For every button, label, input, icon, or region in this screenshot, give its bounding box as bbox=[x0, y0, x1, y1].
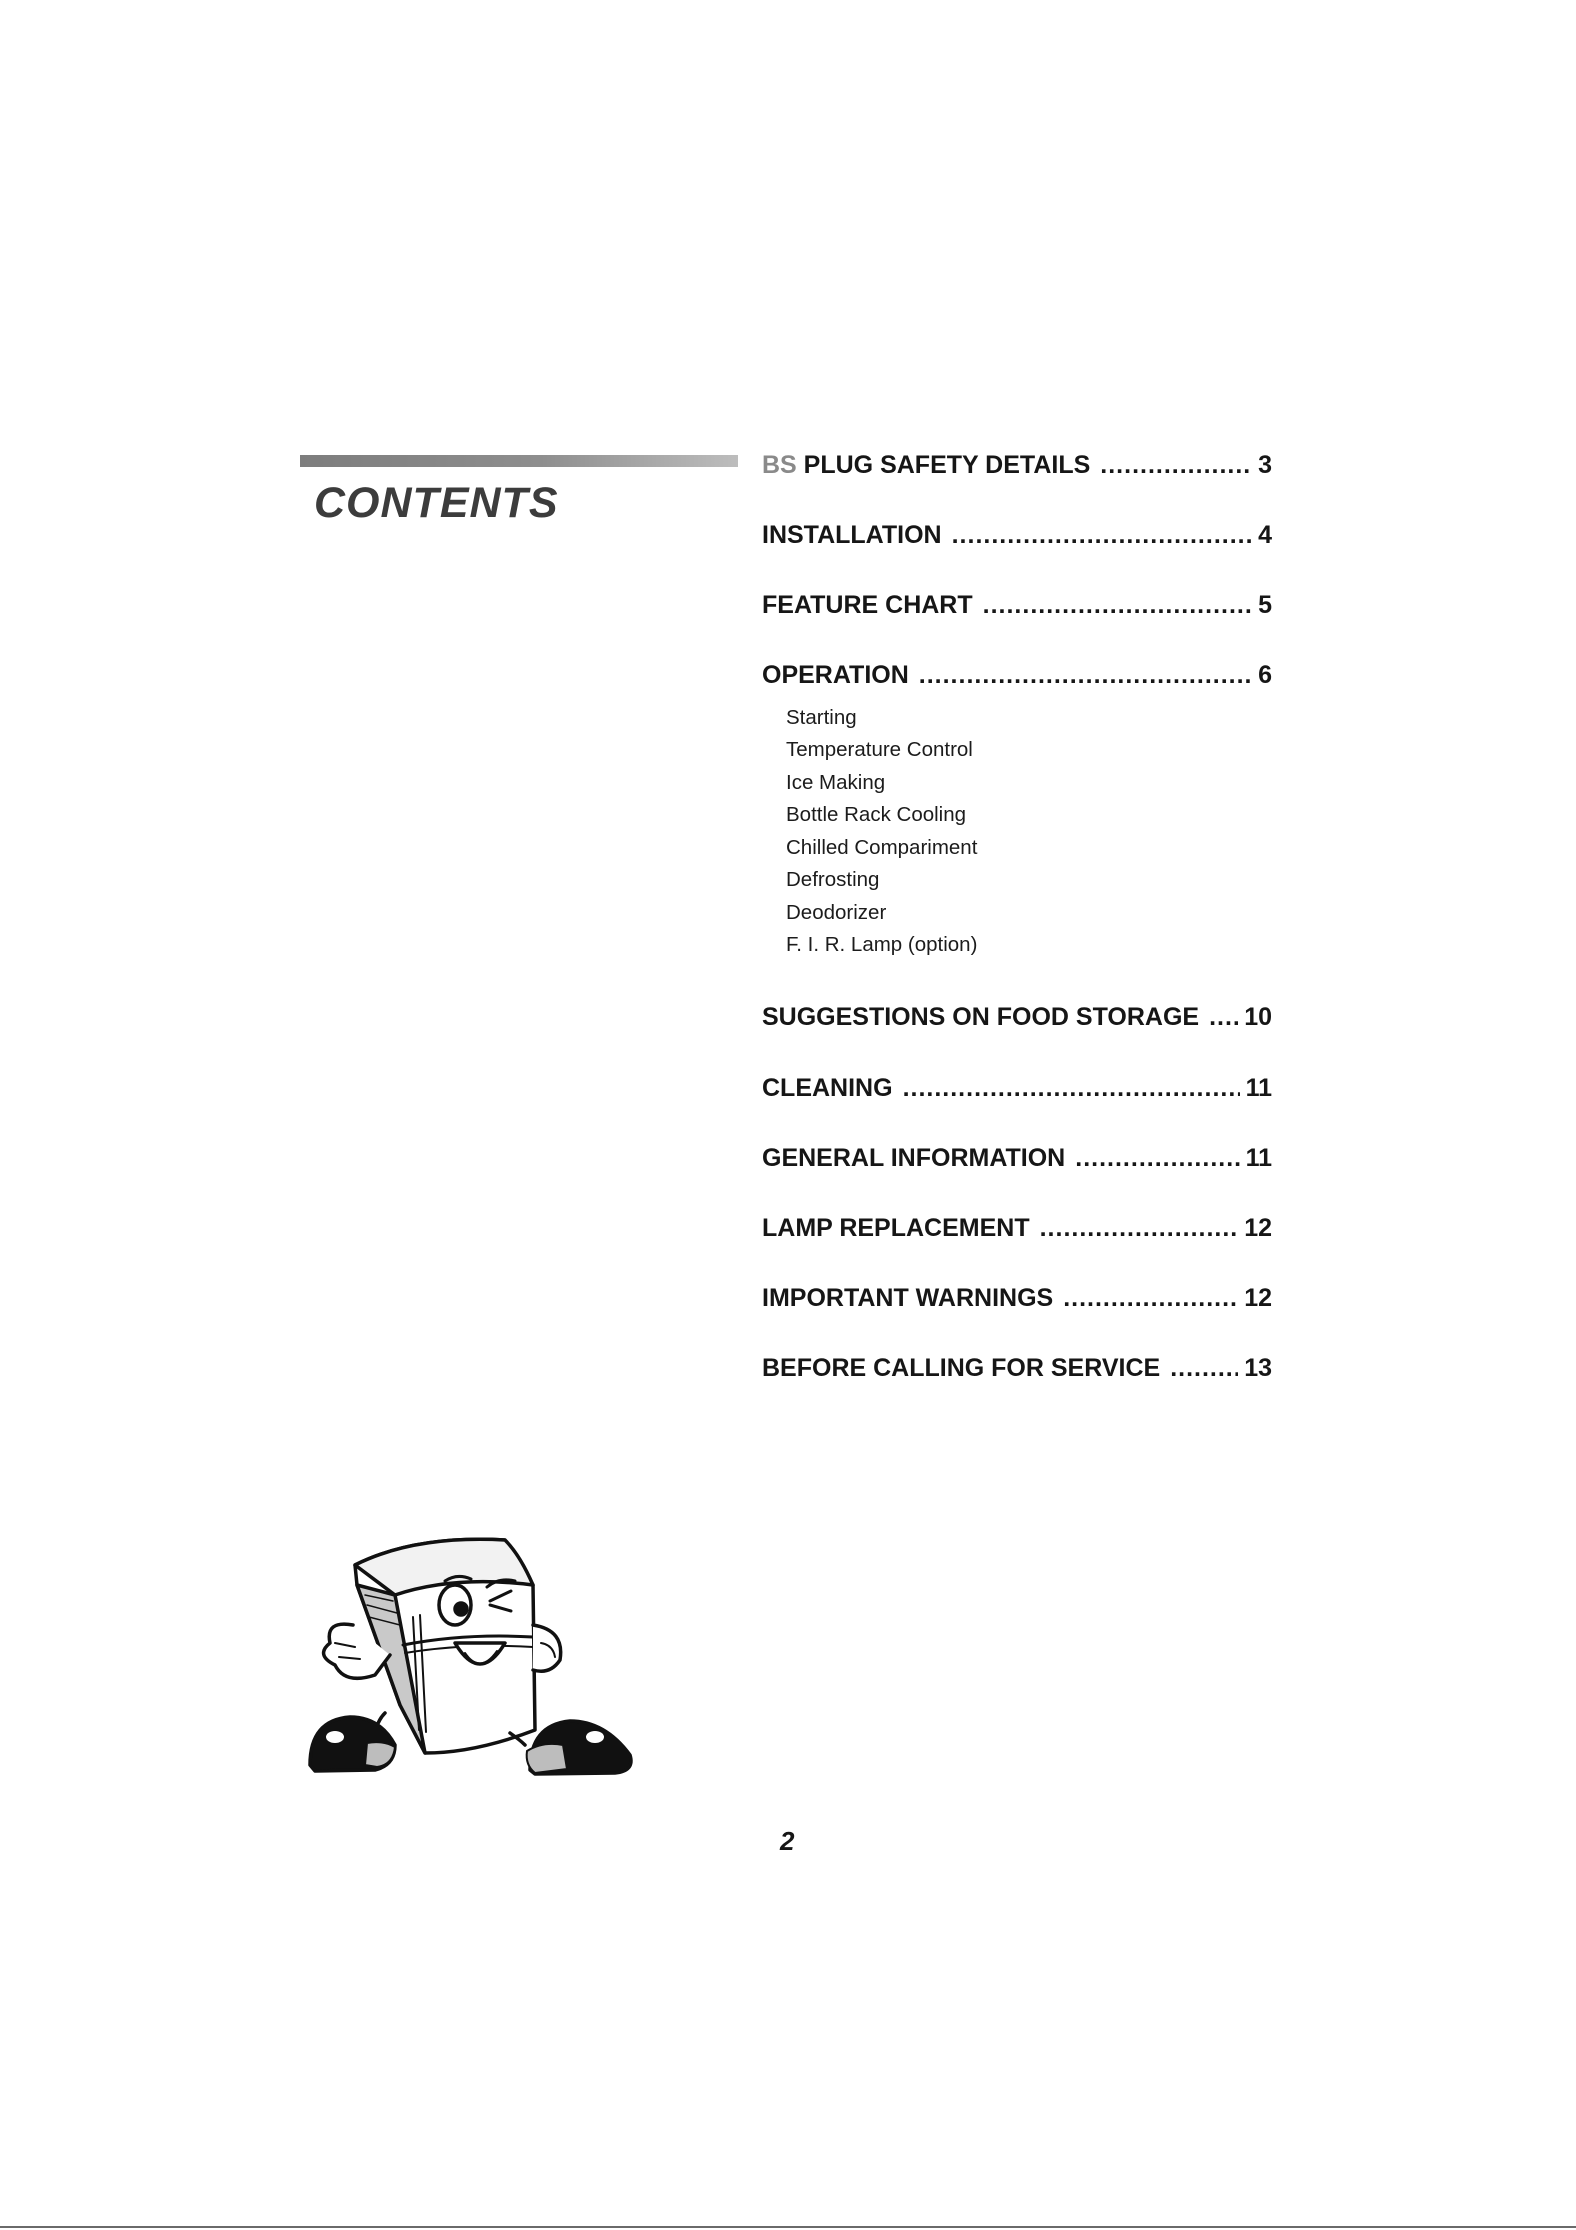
toc-subitem-starting[interactable]: Starting bbox=[786, 706, 857, 729]
toc-page-number: 3 bbox=[1258, 451, 1272, 479]
toc-label: LAMP REPLACEMENT bbox=[762, 1214, 1030, 1242]
toc-label: OPERATION bbox=[762, 661, 909, 689]
toc-entry-installation[interactable] bbox=[762, 523, 1272, 548]
toc-label: GENERAL INFORMATION bbox=[762, 1144, 1066, 1172]
toc-page-number: 6 bbox=[1258, 661, 1272, 689]
toc-subitem-bottle-rack-cooling[interactable]: Bottle Rack Cooling bbox=[786, 803, 967, 826]
toc-leader-dots bbox=[983, 593, 1252, 618]
toc-label: BEFORE CALLING FOR SERVICE bbox=[762, 1354, 1161, 1382]
toc-entry-food-storage[interactable] bbox=[762, 1005, 1272, 1030]
toc-page-number: 4 bbox=[1258, 521, 1272, 549]
toc-page-number: 10 bbox=[1244, 1003, 1272, 1031]
toc-page-number: 12 bbox=[1244, 1214, 1272, 1242]
toc-page-number: 5 bbox=[1258, 591, 1272, 619]
toc-leader-dots bbox=[919, 663, 1252, 688]
toc-entry-important-warnings[interactable] bbox=[762, 1286, 1272, 1311]
page-title: CONTENTS bbox=[314, 479, 559, 527]
toc-label: SUGGESTIONS ON FOOD STORAGE bbox=[762, 1003, 1200, 1031]
toc-subitem-temperature-control[interactable]: Temperature Control bbox=[786, 738, 973, 761]
toc-leader-dots bbox=[903, 1076, 1240, 1101]
contents-header-bar bbox=[300, 455, 738, 467]
toc-page-number: 13 bbox=[1244, 1354, 1272, 1382]
toc-entry-operation[interactable] bbox=[762, 663, 1272, 688]
toc-entry-general-information[interactable] bbox=[762, 1146, 1272, 1171]
toc-subitem-ice-making[interactable]: Ice Making bbox=[786, 771, 886, 794]
toc-label: INSTALLATION bbox=[762, 521, 942, 549]
toc-label: IMPORTANT WARNINGS bbox=[762, 1284, 1054, 1312]
toc-page-number: 11 bbox=[1245, 1074, 1272, 1102]
toc-subitem-deodorizer[interactable]: Deodorizer bbox=[786, 901, 887, 924]
toc-entry-lamp-replacement[interactable] bbox=[762, 1216, 1272, 1241]
toc-entry-before-calling-service[interactable] bbox=[762, 1356, 1272, 1381]
toc-leader-dots bbox=[952, 523, 1252, 548]
table-of-contents bbox=[762, 0, 1272, 2230]
toc-leader-dots bbox=[1100, 453, 1252, 478]
toc-entry-cleaning[interactable] bbox=[762, 1076, 1272, 1101]
toc-label: FEATURE CHART bbox=[762, 591, 973, 619]
page-number: 2 bbox=[780, 1826, 795, 1856]
toc-subitem-defrosting[interactable]: Defrosting bbox=[786, 868, 880, 891]
toc-label-prefix: BS bbox=[762, 451, 797, 479]
toc-label: PLUG SAFETY DETAILS bbox=[796, 451, 1091, 479]
toc-leader-dots bbox=[1209, 1005, 1238, 1030]
toc-leader-dots bbox=[1170, 1356, 1238, 1381]
toc-subitem-chilled-compartment[interactable]: Chilled Compariment bbox=[786, 836, 978, 859]
refrigerator-mascot-icon bbox=[305, 1525, 640, 1780]
toc-entry-feature-chart[interactable] bbox=[762, 593, 1272, 618]
toc-label: CLEANING bbox=[762, 1074, 893, 1102]
toc-page-number: 11 bbox=[1245, 1144, 1272, 1172]
toc-page-number: 12 bbox=[1244, 1284, 1272, 1312]
toc-subitem-fir-lamp[interactable]: F. I. R. Lamp (option) bbox=[786, 933, 978, 956]
page-bottom-edge bbox=[0, 2226, 1576, 2228]
toc-entry-bs-plug-safety[interactable] bbox=[762, 453, 1272, 478]
toc-leader-dots bbox=[1063, 1286, 1238, 1311]
toc-leader-dots bbox=[1075, 1146, 1239, 1171]
toc-leader-dots bbox=[1040, 1216, 1239, 1241]
